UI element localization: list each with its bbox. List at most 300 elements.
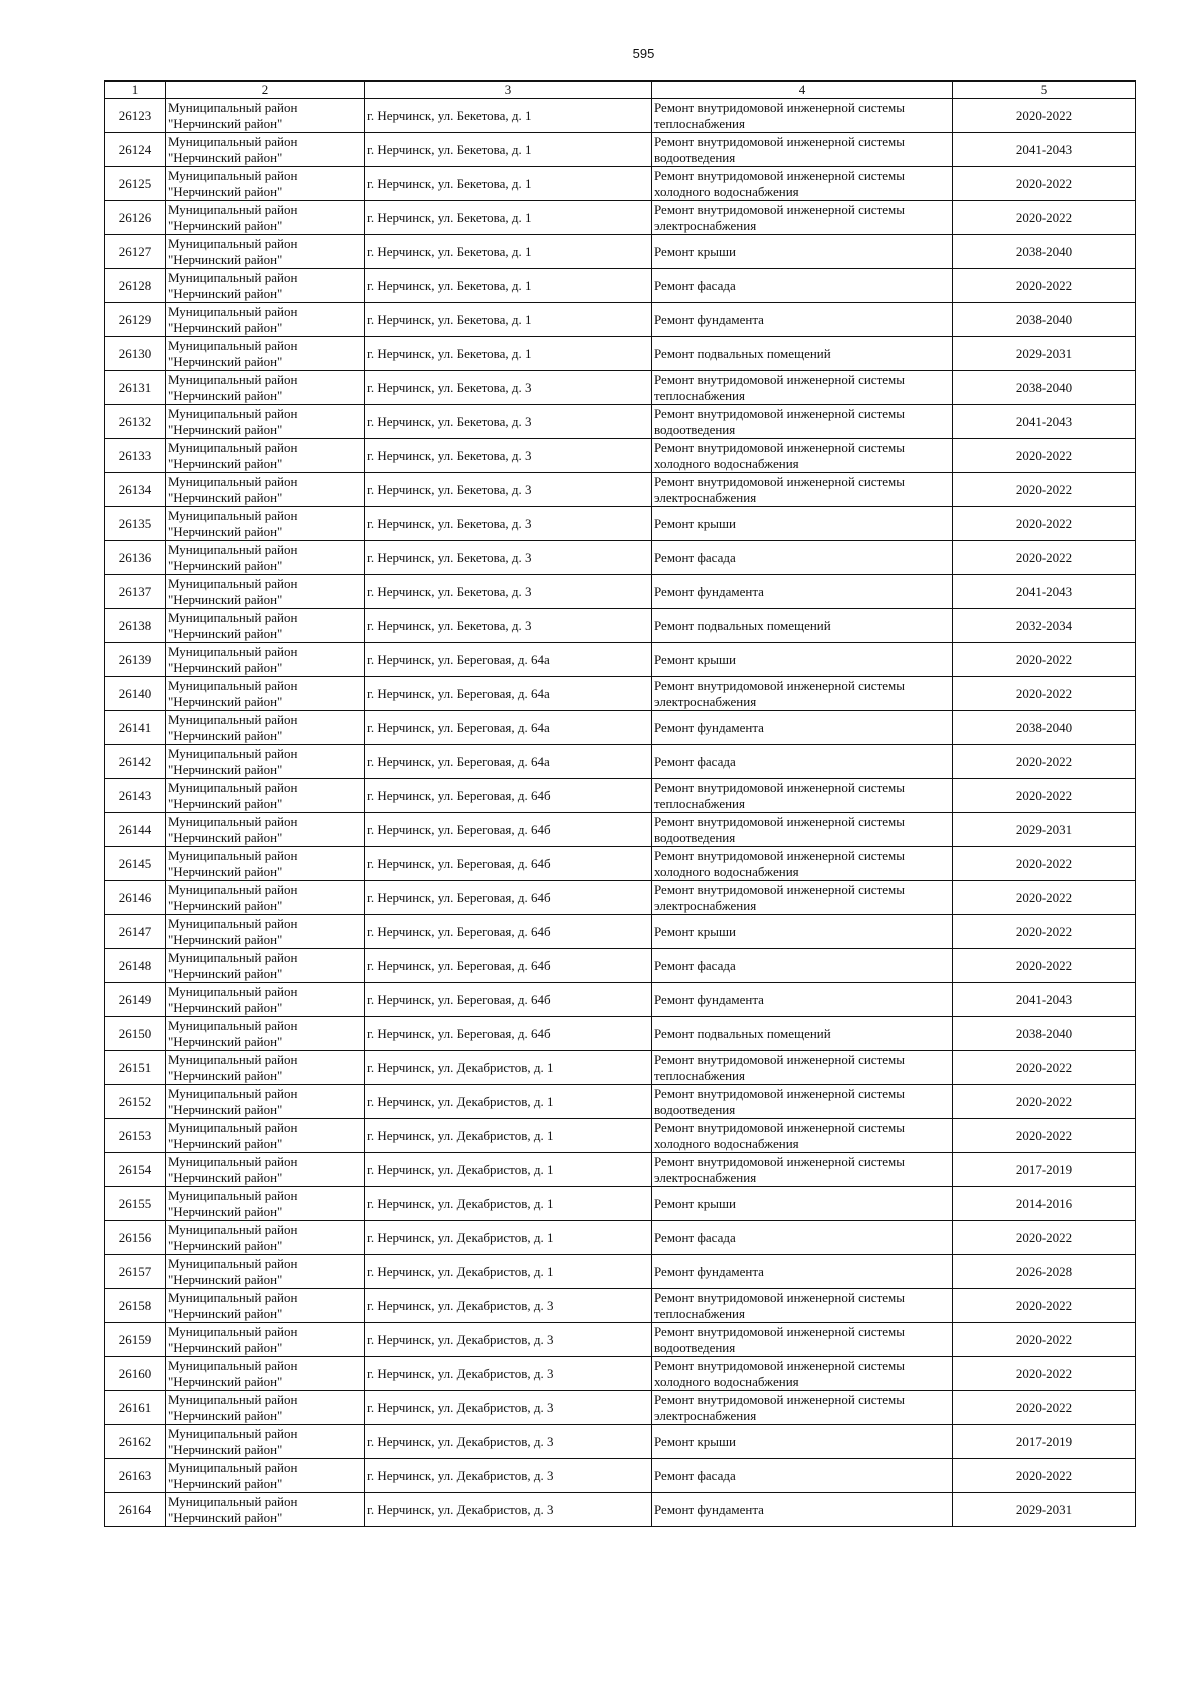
work-type-cell-line: Ремонт крыши bbox=[654, 515, 736, 531]
address-cell: г. Нерчинск, ул. Бекетова, д. 1 bbox=[365, 99, 652, 133]
municipality-cell bbox=[166, 1391, 365, 1425]
municipality-cell-line: Муниципальный район bbox=[168, 949, 298, 965]
period-cell: 2020-2022 bbox=[953, 1085, 1136, 1119]
work-type-cell bbox=[652, 303, 953, 337]
work-type-cell-line: Ремонт внутридомовой инженерной системы bbox=[654, 371, 905, 387]
municipality-cell bbox=[166, 779, 365, 813]
table-row bbox=[105, 167, 1136, 201]
municipality-cell bbox=[166, 1289, 365, 1323]
row-number: 26162 bbox=[105, 1425, 166, 1459]
table-body bbox=[105, 99, 1136, 1527]
work-type-cell bbox=[652, 711, 953, 745]
header-row bbox=[105, 81, 1136, 99]
municipality-cell-line: "Нерчинский район" bbox=[168, 149, 283, 165]
row-number: 26157 bbox=[105, 1255, 166, 1289]
address-cell: г. Нерчинск, ул. Береговая, д. 64а bbox=[365, 677, 652, 711]
table-row bbox=[105, 881, 1136, 915]
municipality-cell-line: Муниципальный район bbox=[168, 813, 298, 829]
address-cell: г. Нерчинск, ул. Бекетова, д. 1 bbox=[365, 235, 652, 269]
address-cell: г. Нерчинск, ул. Декабристов, д. 1 bbox=[365, 1221, 652, 1255]
work-type-cell bbox=[652, 541, 953, 575]
municipality-cell bbox=[166, 575, 365, 609]
municipality-cell-line: "Нерчинский район" bbox=[168, 319, 283, 335]
work-type-cell bbox=[652, 949, 953, 983]
period-cell: 2038-2040 bbox=[953, 303, 1136, 337]
period-cell: 2020-2022 bbox=[953, 99, 1136, 133]
municipality-cell bbox=[166, 1425, 365, 1459]
work-type-cell bbox=[652, 99, 953, 133]
municipality-cell bbox=[166, 983, 365, 1017]
address-cell: г. Нерчинск, ул. Декабристов, д. 3 bbox=[365, 1425, 652, 1459]
municipality-cell-line: Муниципальный район bbox=[168, 371, 298, 387]
table-row bbox=[105, 575, 1136, 609]
row-number: 26123 bbox=[105, 99, 166, 133]
address-cell: г. Нерчинск, ул. Береговая, д. 64б bbox=[365, 779, 652, 813]
municipality-cell bbox=[166, 745, 365, 779]
period-cell: 2038-2040 bbox=[953, 371, 1136, 405]
row-number: 26128 bbox=[105, 269, 166, 303]
period-cell: 2029-2031 bbox=[953, 813, 1136, 847]
municipality-cell-line: "Нерчинский район" bbox=[168, 659, 283, 675]
municipality-cell bbox=[166, 1493, 365, 1527]
period-cell: 2020-2022 bbox=[953, 1391, 1136, 1425]
work-type-cell-line: Ремонт фундамента bbox=[654, 1501, 764, 1517]
municipality-cell-line: "Нерчинский район" bbox=[168, 1373, 283, 1389]
period-cell: 2038-2040 bbox=[953, 711, 1136, 745]
work-type-cell bbox=[652, 609, 953, 643]
row-number: 26148 bbox=[105, 949, 166, 983]
municipality-cell-line: "Нерчинский район" bbox=[168, 115, 283, 131]
municipality-cell-line: Муниципальный район bbox=[168, 201, 298, 217]
period-cell: 2020-2022 bbox=[953, 201, 1136, 235]
work-type-cell bbox=[652, 133, 953, 167]
row-number: 26132 bbox=[105, 405, 166, 439]
municipality-cell-line: "Нерчинский район" bbox=[168, 489, 283, 505]
work-type-cell-line: Ремонт внутридомовой инженерной системы bbox=[654, 813, 905, 829]
work-type-cell-line: Ремонт внутридомовой инженерной системы bbox=[654, 201, 905, 217]
address-cell: г. Нерчинск, ул. Береговая, д. 64б bbox=[365, 847, 652, 881]
address-cell: г. Нерчинск, ул. Бекетова, д. 3 bbox=[365, 575, 652, 609]
municipality-cell-line: "Нерчинский район" bbox=[168, 829, 283, 845]
work-type-cell-line: Ремонт внутридомовой инженерной системы bbox=[654, 439, 905, 455]
row-number: 26131 bbox=[105, 371, 166, 405]
period-cell: 2020-2022 bbox=[953, 677, 1136, 711]
row-number: 26143 bbox=[105, 779, 166, 813]
work-type-cell bbox=[652, 847, 953, 881]
address-cell: г. Нерчинск, ул. Бекетова, д. 3 bbox=[365, 439, 652, 473]
period-cell: 2017-2019 bbox=[953, 1153, 1136, 1187]
work-type-cell-line: холодного водоснабжения bbox=[654, 1373, 799, 1389]
table-row bbox=[105, 711, 1136, 745]
work-type-cell-line: холодного водоснабжения bbox=[654, 1135, 799, 1151]
work-type-cell-line: Ремонт фасада bbox=[654, 549, 736, 565]
work-type-cell-line: Ремонт внутридомовой инженерной системы bbox=[654, 1119, 905, 1135]
period-cell: 2020-2022 bbox=[953, 1459, 1136, 1493]
period-cell: 2020-2022 bbox=[953, 269, 1136, 303]
work-type-cell bbox=[652, 1119, 953, 1153]
address-cell: г. Нерчинск, ул. Береговая, д. 64б bbox=[365, 813, 652, 847]
table-row bbox=[105, 337, 1136, 371]
municipality-cell bbox=[166, 439, 365, 473]
municipality-cell bbox=[166, 643, 365, 677]
work-type-cell-line: Ремонт фундамента bbox=[654, 719, 764, 735]
municipality-cell-line: "Нерчинский район" bbox=[168, 1305, 283, 1321]
row-number: 26134 bbox=[105, 473, 166, 507]
municipality-cell-line: "Нерчинский район" bbox=[168, 1203, 283, 1219]
address-cell: г. Нерчинск, ул. Береговая, д. 64а bbox=[365, 643, 652, 677]
municipality-cell bbox=[166, 609, 365, 643]
table-row bbox=[105, 99, 1136, 133]
municipality-cell-line: Муниципальный район bbox=[168, 915, 298, 931]
header-cell-5: 5 bbox=[953, 81, 1136, 99]
address-cell: г. Нерчинск, ул. Бекетова, д. 3 bbox=[365, 541, 652, 575]
period-cell: 2020-2022 bbox=[953, 541, 1136, 575]
work-type-cell-line: Ремонт фасада bbox=[654, 753, 736, 769]
work-type-cell-line: Ремонт внутридомовой инженерной системы bbox=[654, 779, 905, 795]
work-type-cell-line: теплоснабжения bbox=[654, 1305, 745, 1321]
table-row bbox=[105, 1221, 1136, 1255]
municipality-cell-line: Муниципальный район bbox=[168, 643, 298, 659]
municipality-cell bbox=[166, 1017, 365, 1051]
address-cell: г. Нерчинск, ул. Береговая, д. 64б bbox=[365, 983, 652, 1017]
table-row bbox=[105, 1187, 1136, 1221]
row-number: 26144 bbox=[105, 813, 166, 847]
municipality-cell bbox=[166, 1051, 365, 1085]
period-cell: 2029-2031 bbox=[953, 1493, 1136, 1527]
address-cell: г. Нерчинск, ул. Декабристов, д. 1 bbox=[365, 1085, 652, 1119]
row-number: 26124 bbox=[105, 133, 166, 167]
period-cell: 2020-2022 bbox=[953, 1289, 1136, 1323]
work-type-cell-line: Ремонт крыши bbox=[654, 651, 736, 667]
period-cell: 2041-2043 bbox=[953, 575, 1136, 609]
row-number: 26126 bbox=[105, 201, 166, 235]
work-type-cell-line: Ремонт фундамента bbox=[654, 311, 764, 327]
work-type-cell-line: Ремонт внутридомовой инженерной системы bbox=[654, 881, 905, 897]
work-type-cell-line: теплоснабжения bbox=[654, 795, 745, 811]
address-cell: г. Нерчинск, ул. Декабристов, д. 3 bbox=[365, 1493, 652, 1527]
work-type-cell-line: Ремонт крыши bbox=[654, 1433, 736, 1449]
table-row bbox=[105, 507, 1136, 541]
work-type-cell bbox=[652, 643, 953, 677]
table-row bbox=[105, 949, 1136, 983]
work-type-cell-line: водоотведения bbox=[654, 829, 736, 845]
address-cell: г. Нерчинск, ул. Бекетова, д. 1 bbox=[365, 269, 652, 303]
period-cell: 2020-2022 bbox=[953, 167, 1136, 201]
municipality-cell-line: "Нерчинский район" bbox=[168, 693, 283, 709]
work-type-cell bbox=[652, 1051, 953, 1085]
municipality-cell bbox=[166, 507, 365, 541]
address-cell: г. Нерчинск, ул. Декабристов, д. 3 bbox=[365, 1323, 652, 1357]
municipality-cell-line: Муниципальный район bbox=[168, 1289, 298, 1305]
municipality-cell-line: Муниципальный район bbox=[168, 677, 298, 693]
work-type-cell-line: водоотведения bbox=[654, 421, 736, 437]
municipality-cell-line: "Нерчинский район" bbox=[168, 727, 283, 743]
municipality-cell bbox=[166, 677, 365, 711]
municipality-cell bbox=[166, 541, 365, 575]
table-row bbox=[105, 745, 1136, 779]
table-row bbox=[105, 371, 1136, 405]
municipality-cell-line: "Нерчинский район" bbox=[168, 387, 283, 403]
work-type-cell-line: холодного водоснабжения bbox=[654, 455, 799, 471]
municipality-cell bbox=[166, 201, 365, 235]
table-row bbox=[105, 779, 1136, 813]
work-type-cell bbox=[652, 473, 953, 507]
work-type-cell bbox=[652, 1017, 953, 1051]
municipality-cell bbox=[166, 405, 365, 439]
municipality-cell-line: Муниципальный район bbox=[168, 1493, 298, 1509]
municipality-cell-line: Муниципальный район bbox=[168, 983, 298, 999]
address-cell: г. Нерчинск, ул. Бекетова, д. 1 bbox=[365, 337, 652, 371]
municipality-cell-line: Муниципальный район bbox=[168, 99, 298, 115]
municipality-cell-line: Муниципальный район bbox=[168, 609, 298, 625]
address-cell: г. Нерчинск, ул. Береговая, д. 64а bbox=[365, 745, 652, 779]
municipality-cell-line: Муниципальный район bbox=[168, 337, 298, 353]
municipality-cell bbox=[166, 133, 365, 167]
municipality-cell bbox=[166, 813, 365, 847]
address-cell: г. Нерчинск, ул. Бекетова, д. 3 bbox=[365, 371, 652, 405]
work-type-cell bbox=[652, 1187, 953, 1221]
municipality-cell bbox=[166, 711, 365, 745]
work-type-cell bbox=[652, 677, 953, 711]
row-number: 26136 bbox=[105, 541, 166, 575]
municipality-cell bbox=[166, 167, 365, 201]
municipality-cell-line: "Нерчинский район" bbox=[168, 1475, 283, 1491]
work-type-cell bbox=[652, 813, 953, 847]
work-type-cell bbox=[652, 1357, 953, 1391]
period-cell: 2038-2040 bbox=[953, 235, 1136, 269]
work-type-cell-line: Ремонт фасада bbox=[654, 277, 736, 293]
municipality-cell-line: Муниципальный район bbox=[168, 303, 298, 319]
municipality-cell-line: Муниципальный район bbox=[168, 1221, 298, 1237]
municipality-cell bbox=[166, 371, 365, 405]
municipality-cell bbox=[166, 1153, 365, 1187]
municipality-cell-line: "Нерчинский район" bbox=[168, 455, 283, 471]
work-type-cell-line: Ремонт фундамента bbox=[654, 583, 764, 599]
municipality-cell-line: "Нерчинский район" bbox=[168, 217, 283, 233]
work-type-cell-line: Ремонт внутридомовой инженерной системы bbox=[654, 1051, 905, 1067]
work-type-cell-line: Ремонт внутридомовой инженерной системы bbox=[654, 1153, 905, 1169]
row-number: 26138 bbox=[105, 609, 166, 643]
municipality-cell-line: "Нерчинский район" bbox=[168, 285, 283, 301]
municipality-cell-line: "Нерчинский район" bbox=[168, 1101, 283, 1117]
address-cell: г. Нерчинск, ул. Декабристов, д. 3 bbox=[365, 1391, 652, 1425]
work-type-cell bbox=[652, 439, 953, 473]
municipality-cell-line: Муниципальный район bbox=[168, 269, 298, 285]
period-cell: 2029-2031 bbox=[953, 337, 1136, 371]
table-row bbox=[105, 541, 1136, 575]
municipality-cell bbox=[166, 1255, 365, 1289]
period-cell: 2020-2022 bbox=[953, 1119, 1136, 1153]
row-number: 26146 bbox=[105, 881, 166, 915]
work-type-cell-line: Ремонт внутридомовой инженерной системы bbox=[654, 405, 905, 421]
table-row bbox=[105, 439, 1136, 473]
table-row bbox=[105, 1493, 1136, 1527]
municipality-cell-line: "Нерчинский район" bbox=[168, 965, 283, 981]
work-type-cell-line: Ремонт подвальных помещений bbox=[654, 1025, 831, 1041]
row-number: 26135 bbox=[105, 507, 166, 541]
municipality-cell-line: "Нерчинский район" bbox=[168, 523, 283, 539]
row-number: 26125 bbox=[105, 167, 166, 201]
period-cell: 2020-2022 bbox=[953, 847, 1136, 881]
municipality-cell-line: Муниципальный район bbox=[168, 711, 298, 727]
period-cell: 2026-2028 bbox=[953, 1255, 1136, 1289]
table-row bbox=[105, 405, 1136, 439]
work-type-cell-line: теплоснабжения bbox=[654, 387, 745, 403]
municipality-cell-line: "Нерчинский район" bbox=[168, 421, 283, 437]
work-type-cell bbox=[652, 1153, 953, 1187]
header-cell-3: 3 bbox=[365, 81, 652, 99]
table-row bbox=[105, 1017, 1136, 1051]
address-cell: г. Нерчинск, ул. Бекетова, д. 1 bbox=[365, 133, 652, 167]
work-type-cell-line: Ремонт внутридомовой инженерной системы bbox=[654, 167, 905, 183]
municipality-cell-line: Муниципальный район bbox=[168, 881, 298, 897]
period-cell: 2020-2022 bbox=[953, 1357, 1136, 1391]
row-number: 26156 bbox=[105, 1221, 166, 1255]
table-row bbox=[105, 1085, 1136, 1119]
municipality-cell bbox=[166, 949, 365, 983]
municipality-cell-line: "Нерчинский район" bbox=[168, 1339, 283, 1355]
row-number: 26163 bbox=[105, 1459, 166, 1493]
work-type-cell-line: водоотведения bbox=[654, 149, 736, 165]
address-cell: г. Нерчинск, ул. Бекетова, д. 3 bbox=[365, 507, 652, 541]
table-row bbox=[105, 201, 1136, 235]
row-number: 26129 bbox=[105, 303, 166, 337]
table-row bbox=[105, 269, 1136, 303]
table-row bbox=[105, 1051, 1136, 1085]
period-cell: 2020-2022 bbox=[953, 1051, 1136, 1085]
period-cell: 2020-2022 bbox=[953, 949, 1136, 983]
work-type-cell-line: Ремонт фундамента bbox=[654, 1263, 764, 1279]
table-row bbox=[105, 1153, 1136, 1187]
period-cell: 2041-2043 bbox=[953, 133, 1136, 167]
municipality-cell-line: "Нерчинский район" bbox=[168, 1441, 283, 1457]
municipality-cell bbox=[166, 847, 365, 881]
municipality-cell bbox=[166, 1119, 365, 1153]
municipality-cell bbox=[166, 881, 365, 915]
municipality-cell-line: Муниципальный район bbox=[168, 473, 298, 489]
row-number: 26130 bbox=[105, 337, 166, 371]
municipality-cell bbox=[166, 1357, 365, 1391]
period-cell: 2020-2022 bbox=[953, 1221, 1136, 1255]
period-cell: 2020-2022 bbox=[953, 745, 1136, 779]
row-number: 26149 bbox=[105, 983, 166, 1017]
work-type-cell bbox=[652, 405, 953, 439]
municipality-cell-line: "Нерчинский район" bbox=[168, 591, 283, 607]
work-type-cell bbox=[652, 269, 953, 303]
municipality-cell-line: "Нерчинский район" bbox=[168, 931, 283, 947]
work-type-cell-line: холодного водоснабжения bbox=[654, 863, 799, 879]
work-type-cell bbox=[652, 779, 953, 813]
work-type-cell-line: Ремонт внутридомовой инженерной системы bbox=[654, 1289, 905, 1305]
municipality-cell-line: "Нерчинский район" bbox=[168, 761, 283, 777]
row-number: 26127 bbox=[105, 235, 166, 269]
work-type-cell bbox=[652, 745, 953, 779]
work-type-cell-line: Ремонт внутридомовой инженерной системы bbox=[654, 1323, 905, 1339]
work-type-cell-line: электроснабжения bbox=[654, 897, 757, 913]
work-type-cell-line: электроснабжения bbox=[654, 693, 757, 709]
page-number: 595 bbox=[632, 46, 655, 61]
address-cell: г. Нерчинск, ул. Береговая, д. 64б bbox=[365, 881, 652, 915]
work-type-cell-line: Ремонт внутридомовой инженерной системы bbox=[654, 1085, 905, 1101]
work-type-cell-line: электроснабжения bbox=[654, 1407, 757, 1423]
municipality-cell-line: Муниципальный район bbox=[168, 745, 298, 761]
work-type-cell bbox=[652, 915, 953, 949]
table-row bbox=[105, 1255, 1136, 1289]
row-number: 26141 bbox=[105, 711, 166, 745]
table-row bbox=[105, 1425, 1136, 1459]
municipality-cell-line: "Нерчинский район" bbox=[168, 251, 283, 267]
municipality-cell-line: Муниципальный район bbox=[168, 575, 298, 591]
work-type-cell-line: Ремонт внутридомовой инженерной системы bbox=[654, 133, 905, 149]
work-type-cell-line: Ремонт внутридомовой инженерной системы bbox=[654, 847, 905, 863]
repair-schedule-table bbox=[104, 80, 1136, 1527]
municipality-cell-line: "Нерчинский район" bbox=[168, 1033, 283, 1049]
municipality-cell-line: Муниципальный район bbox=[168, 541, 298, 557]
address-cell: г. Нерчинск, ул. Бекетова, д. 1 bbox=[365, 303, 652, 337]
municipality-cell-line: "Нерчинский район" bbox=[168, 1135, 283, 1151]
work-type-cell bbox=[652, 1221, 953, 1255]
work-type-cell-line: Ремонт крыши bbox=[654, 923, 736, 939]
municipality-cell bbox=[166, 1187, 365, 1221]
municipality-cell-line: Муниципальный район bbox=[168, 167, 298, 183]
work-type-cell-line: Ремонт внутридомовой инженерной системы bbox=[654, 1357, 905, 1373]
municipality-cell-line: Муниципальный район bbox=[168, 133, 298, 149]
work-type-cell bbox=[652, 1391, 953, 1425]
work-type-cell bbox=[652, 337, 953, 371]
work-type-cell bbox=[652, 1425, 953, 1459]
work-type-cell-line: Ремонт внутридомовой инженерной системы bbox=[654, 677, 905, 693]
table-row bbox=[105, 983, 1136, 1017]
work-type-cell-line: Ремонт фасада bbox=[654, 1467, 736, 1483]
table-row bbox=[105, 643, 1136, 677]
municipality-cell-line: Муниципальный район bbox=[168, 779, 298, 795]
municipality-cell-line: Муниципальный район bbox=[168, 1323, 298, 1339]
work-type-cell-line: Ремонт внутридомовой инженерной системы bbox=[654, 473, 905, 489]
row-number: 26145 bbox=[105, 847, 166, 881]
work-type-cell-line: Ремонт внутридомовой инженерной системы bbox=[654, 99, 905, 115]
work-type-cell bbox=[652, 507, 953, 541]
table-row bbox=[105, 813, 1136, 847]
table-row bbox=[105, 915, 1136, 949]
work-type-cell bbox=[652, 235, 953, 269]
row-number: 26150 bbox=[105, 1017, 166, 1051]
municipality-cell-line: Муниципальный район bbox=[168, 439, 298, 455]
municipality-cell-line: Муниципальный район bbox=[168, 1153, 298, 1169]
work-type-cell bbox=[652, 1459, 953, 1493]
municipality-cell-line: Муниципальный район bbox=[168, 1187, 298, 1203]
work-type-cell-line: теплоснабжения bbox=[654, 115, 745, 131]
row-number: 26153 bbox=[105, 1119, 166, 1153]
address-cell: г. Нерчинск, ул. Береговая, д. 64б bbox=[365, 949, 652, 983]
municipality-cell bbox=[166, 1221, 365, 1255]
row-number: 26137 bbox=[105, 575, 166, 609]
municipality-cell-line: "Нерчинский район" bbox=[168, 863, 283, 879]
address-cell: г. Нерчинск, ул. Бекетова, д. 3 bbox=[365, 609, 652, 643]
work-type-cell-line: Ремонт фасада bbox=[654, 1229, 736, 1245]
address-cell: г. Нерчинск, ул. Декабристов, д. 1 bbox=[365, 1051, 652, 1085]
municipality-cell-line: Муниципальный район bbox=[168, 235, 298, 251]
municipality-cell bbox=[166, 915, 365, 949]
municipality-cell-line: Муниципальный район bbox=[168, 1119, 298, 1135]
municipality-cell-line: "Нерчинский район" bbox=[168, 557, 283, 573]
row-number: 26151 bbox=[105, 1051, 166, 1085]
municipality-cell-line: "Нерчинский район" bbox=[168, 1169, 283, 1185]
table-row bbox=[105, 1289, 1136, 1323]
table-row bbox=[105, 847, 1136, 881]
work-type-cell-line: электроснабжения bbox=[654, 1169, 757, 1185]
municipality-cell-line: "Нерчинский район" bbox=[168, 1271, 283, 1287]
municipality-cell-line: "Нерчинский район" bbox=[168, 1237, 283, 1253]
